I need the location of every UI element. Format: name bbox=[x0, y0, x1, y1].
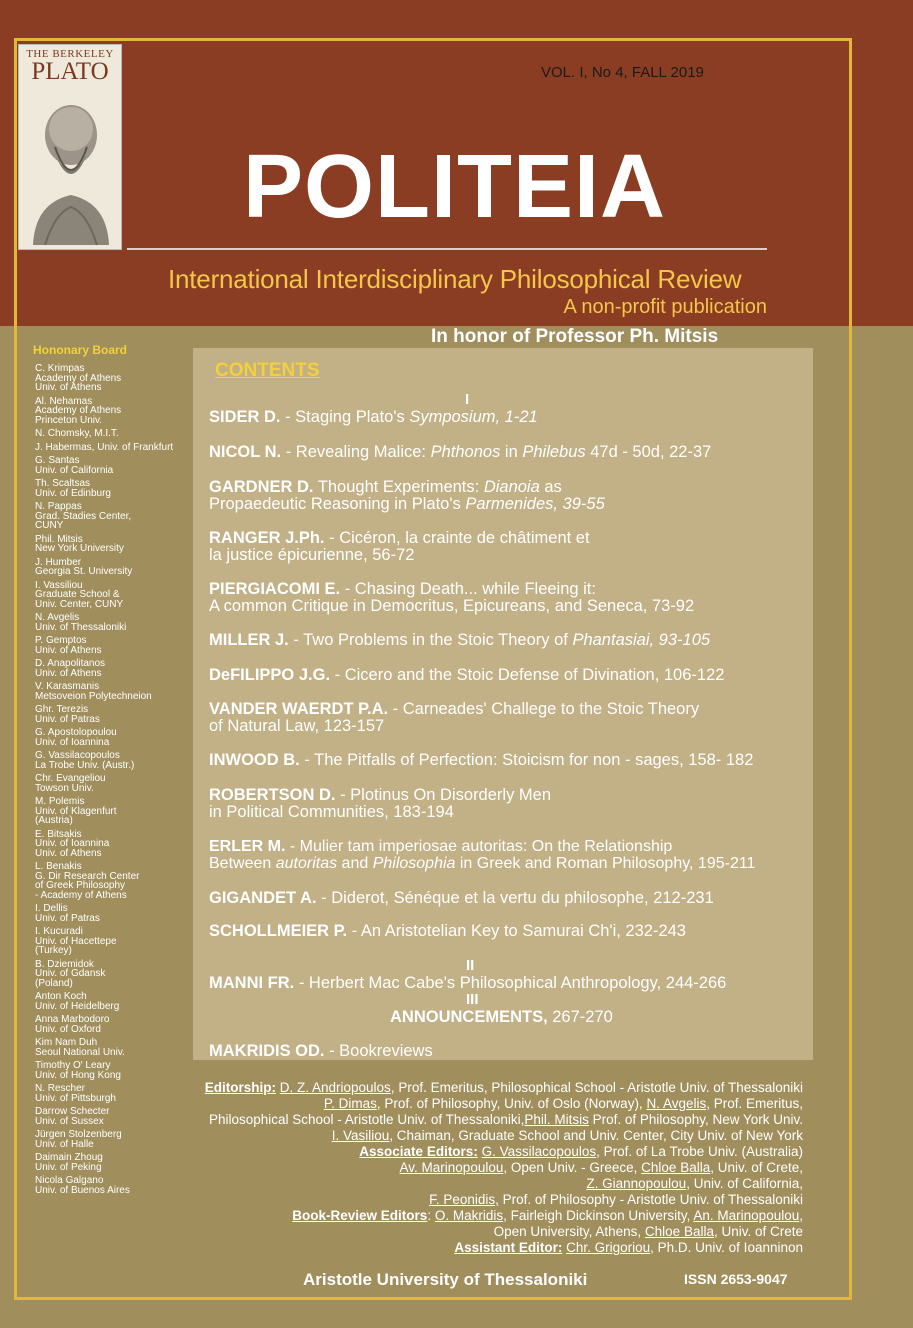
contents-entry: INWOOD B. - The Pitfalls of Perfection: Stoicism for non - sages, 158- 182 bbox=[209, 751, 754, 769]
journal-title: POLITEIA bbox=[243, 137, 667, 237]
board-member: G. Apostolopoulou Univ. of Ioannina bbox=[35, 727, 117, 748]
editorial-line: I. Vasiliou, Chaiman, Graduate School and Univ. Center, City Univ. of New York bbox=[331, 1128, 803, 1143]
editorial-line: Z. Giannopoulou, Univ. of California, bbox=[586, 1176, 803, 1191]
editorial-line: Editorship: D. Z. Andriopoulos, Prof. Emeritus, Philosophical School - Aristotle Univ. of Thessaloniki bbox=[204, 1080, 803, 1095]
board-member: N. Chomsky, M.I.T. bbox=[35, 428, 119, 439]
board-member: N. Pappas Grad. Stadies Center, CUNY bbox=[35, 501, 132, 531]
board-member: Daimain Zhoug Univ. of Peking bbox=[35, 1152, 103, 1173]
berkeley-plato-logo bbox=[18, 44, 122, 250]
board-member: Nicola Galgano Univ. of Buenos Aires bbox=[35, 1175, 130, 1196]
editorial-line: Open University, Athens, Chloe Balla, Univ. of Crete bbox=[493, 1224, 803, 1239]
honorary-board-list bbox=[35, 364, 195, 1199]
editorial-line: Assistant Editor: Chr. Grigoriou, Ph.D. Univ. of Ioanninon bbox=[454, 1240, 803, 1255]
contents-entry: GARDNER D. Thought Experiments: Dianoia as Propaedeutic Reasoning in Plato's Parmenides, 39-55 bbox=[209, 478, 605, 513]
volume-info: VOL. I, No 4, FALL 2019 bbox=[541, 64, 704, 81]
editorial-line: Av. Marinopoulou, Open Univ. - Greece, Chloe Balla, Univ. of Crete, bbox=[399, 1160, 803, 1175]
section-numeral: I bbox=[465, 391, 470, 408]
editorial-line: Associate Editors: G. Vassilacopoulos, Prof. of La Trobe Univ. (Australia) bbox=[359, 1144, 803, 1159]
board-member: P. Gemptos Univ. of Athens bbox=[35, 635, 102, 656]
board-member: Phil. Mitsis New York University bbox=[35, 533, 124, 554]
board-member: Jürgen Stolzenberg Univ. of Halle bbox=[35, 1129, 122, 1150]
board-member: V. Karasmanis Metsoveion Polytechneion bbox=[35, 681, 152, 702]
board-member: B. Dziemidok Univ. of Gdansk (Poland) bbox=[35, 958, 106, 989]
contents-entry: MILLER J. - Two Problems in the Stoic Theory of Phantasiai, 93-105 bbox=[209, 631, 711, 649]
board-member: Timothy O' Leary Univ. of Hong Kong bbox=[35, 1060, 121, 1081]
honor-line: In honor of Professor Ph. Mitsis bbox=[431, 326, 719, 347]
board-member: Anton Koch Univ. of Heidelberg bbox=[35, 991, 120, 1012]
contents-entry: PIERGIACOMI E. - Chasing Death... while Fleeing it: A common Critique in Democritus, Epicureans, and Seneca, 73-92 bbox=[209, 580, 695, 615]
logo-line-1: THE BERKELEY bbox=[26, 48, 114, 60]
board-member: I. Dellis Univ. of Patras bbox=[35, 903, 100, 924]
contents-entry: MAKRIDIS OD. - Bookreviews bbox=[209, 1042, 433, 1060]
contents-entry: VANDER WAERDT P.A. - Carneades' Challege to the Stoic Theory of Natural Law, 123-157 bbox=[209, 700, 700, 735]
contents-entry: ERLER M. - Mulier tam imperiosae autoritas: On the Relationship Between autoritas and Philosophia in Greek and Roman Philosophy, 195-211 bbox=[209, 838, 756, 872]
contents-entry: GIGANDET A. - Diderot, Sénéque et la vertu du philosophe, 212-231 bbox=[209, 889, 714, 907]
contents-entry: SCHOLLMEIER P. - An Aristotelian Key to Samurai Ch'i, 232-243 bbox=[209, 922, 686, 940]
editorial-line: Book-Review Editors: O. Makridis, Fairleigh Dickinson University, An. Marinopoulou, bbox=[292, 1208, 803, 1223]
board-title: Hononary Board bbox=[33, 343, 128, 357]
contents-entry: ANNOUNCEMENTS, 267-270 bbox=[390, 1008, 613, 1026]
board-member: L. Benakis G. Dir Research Center of Greek Philosophy - Academy of Athens bbox=[35, 861, 140, 901]
board-member: Kim Nam Duh Seoul National Univ. bbox=[35, 1037, 125, 1058]
board-member: Al. Nehamas Academy of Athens Princeton Univ. bbox=[35, 395, 122, 426]
contents-entry: ROBERTSON D. - Plotinus On Disorderly Men in Political Communities, 183-194 bbox=[209, 786, 552, 821]
contents-entry: SIDER D. - Staging Plato's Symposium, 1-21 bbox=[209, 408, 538, 426]
board-member: N. Avgelis Univ. of Thessaloniki bbox=[35, 612, 127, 633]
editorial-line: P. Dimas, Prof. of Philosophy, Univ. of Oslo (Norway), N. Avgelis, Prof. Emeritus, bbox=[323, 1096, 803, 1111]
editorial-line: Philosophical School - Aristotle Univ. of Thessaloniki,Phil. Mitsis Prof. of Philosophy, New York Univ. bbox=[208, 1112, 803, 1127]
issn-number: ISSN 2653-9047 bbox=[684, 1271, 788, 1287]
journal-subtitle: International Interdisciplinary Philosophical Review bbox=[168, 264, 742, 294]
board-member: M. Polemis Univ. of Klagenfurt (Austria) bbox=[35, 796, 117, 826]
contents-title: CONTENTS bbox=[215, 360, 320, 381]
board-member: D. Anapolitanos Univ. of Athens bbox=[35, 658, 106, 679]
board-member: Th. Scaltsas Univ. of Edinburg bbox=[35, 478, 111, 499]
contents-entry: MANNI FR. - Herbert Mac Cabe's Philosophical Anthropology, 244-266 bbox=[209, 974, 727, 992]
board-member: J. Habermas, Univ. of Frankfurt bbox=[35, 441, 174, 453]
board-member: Chr. Evangeliou Towson Univ. bbox=[35, 773, 106, 794]
board-member: Anna Marbodoro Univ. of Oxford bbox=[35, 1014, 110, 1035]
board-member: J. Humber Georgia St. University bbox=[35, 556, 133, 577]
board-member: E. Bitsakis Univ. of Ioannina Univ. of Athens bbox=[35, 828, 110, 859]
board-member: C. Krimpas Academy of Athens Univ. of Athens bbox=[35, 363, 122, 393]
board-member: G. Vassilacopoulos La Trobe Univ. (Austr.) bbox=[35, 750, 135, 771]
contents-entry: RANGER J.Ph. - Cicéron, la crainte de châtiment et la justice épicurienne, 56-72 bbox=[209, 529, 590, 564]
nonprofit-note: A non-profit publication bbox=[563, 296, 767, 318]
contents-entry: NICOL N. - Revealing Malice: Phthonos in Philebus 47d - 50d, 22-37 bbox=[209, 443, 712, 461]
title-rule bbox=[127, 248, 767, 250]
board-member: N. Rescher Univ. of Pittsburgh bbox=[35, 1083, 116, 1104]
plato-bust-image bbox=[25, 95, 117, 245]
publisher-university: Aristotle University of Thessaloniki bbox=[303, 1270, 588, 1289]
board-member: Darrow Schecter Univ. of Sussex bbox=[35, 1106, 110, 1127]
board-member: G. Santas Univ. of California bbox=[35, 455, 114, 476]
logo-line-2: PLATO bbox=[31, 58, 109, 85]
board-member: I. Kucuradi Univ. of Hacettepe (Turkey) bbox=[35, 926, 117, 956]
editorial-line: F. Peonidis, Prof. of Philosophy - Aristotle Univ. of Thessaloniki bbox=[429, 1192, 803, 1207]
contents-entry: DeFILIPPO J.G. - Cicero and the Stoic Defense of Divination, 106-122 bbox=[209, 666, 725, 684]
board-member: Ghr. Terezis Univ. of Patras bbox=[35, 704, 100, 725]
section-numeral: III bbox=[466, 991, 479, 1008]
board-member: I. Vassiliou Graduate School & Univ. Center, CUNY bbox=[35, 579, 124, 610]
section-numeral: II bbox=[466, 957, 475, 974]
